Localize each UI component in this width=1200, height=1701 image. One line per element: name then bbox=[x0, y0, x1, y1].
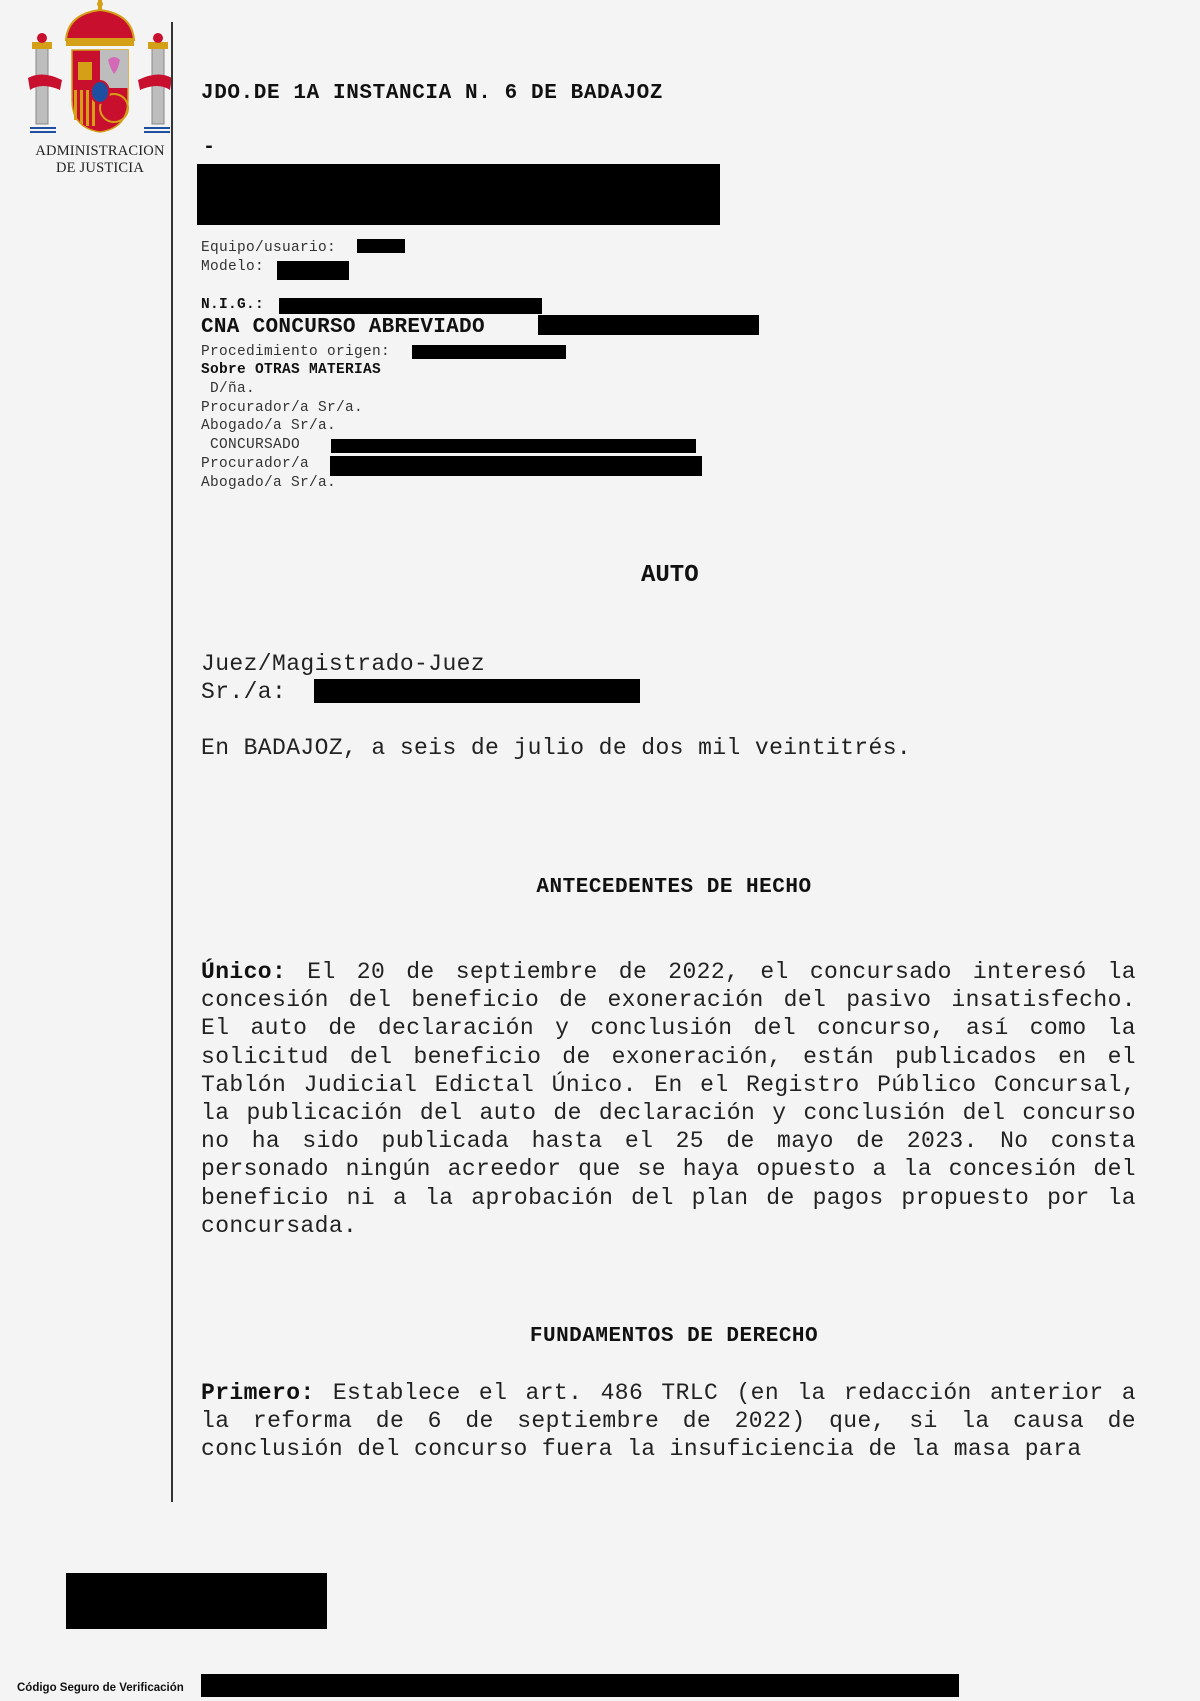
procedure-type: CNA CONCURSO ABREVIADO bbox=[201, 316, 485, 339]
paragraph-text: El 20 de septiembre de 2022, el concursado interesó la concesión del beneficio de exoneración del pasivo insatisfecho. El auto de declaración y conclusión del concurso, así como la solicitud del beneficio de exoneración, están publicados en el Tablón Judicial Edictal Único. En el Registro Público Concursal, la publicación del auto de declaración y conclusión del concurso no ha sido publicada hasta el 25 de mayo de 2023. No consta personado ningún acreedor que se haya opuesto a la concesión del beneficio ni a la aprobación del plan de pagos propuesto por la concursada. bbox=[201, 959, 1136, 1239]
redacted-modelo bbox=[277, 261, 349, 280]
margin-divider bbox=[171, 22, 173, 1502]
redacted-equipo bbox=[357, 239, 405, 253]
abogado-2-label: Abogado/a Sr/a. bbox=[201, 475, 337, 491]
fundamentos-paragraph bbox=[201, 1379, 1136, 1464]
redacted-signature-block bbox=[66, 1573, 327, 1629]
redacted-judge-name bbox=[314, 679, 640, 703]
redacted-csv-code bbox=[201, 1674, 959, 1697]
court-logo bbox=[26, 0, 174, 180]
judge-prefix: Sr./a: bbox=[201, 679, 287, 705]
procurador-1-label: Procurador/a Sr/a. bbox=[201, 400, 364, 416]
redacted-nig bbox=[279, 298, 542, 314]
sobre-label: Sobre OTRAS MATERIAS bbox=[201, 362, 382, 378]
paragraph-text: Establece el art. 486 TRLC (en la redacción anterior a la reforma de 6 de septiembre de 2022) que, si la causa de conclusión del concurso fuera la insuficiencia de la masa para bbox=[201, 1380, 1136, 1463]
redacted-concursado bbox=[331, 439, 696, 453]
redacted-procurador bbox=[330, 456, 702, 476]
place-date: En BADAJOZ, a seis de julio de dos mil veintitrés. bbox=[201, 735, 912, 761]
abogado-1-label: Abogado/a Sr/a. bbox=[201, 418, 337, 434]
csv-label: Código Seguro de Verificación bbox=[17, 1682, 184, 1694]
redacted-procedimiento-origen bbox=[412, 345, 566, 359]
court-name: JDO.DE 1A INSTANCIA N. 6 DE BADAJOZ bbox=[201, 82, 664, 105]
procurador-2-label: Procurador/a bbox=[201, 456, 310, 472]
redacted-case-number bbox=[538, 315, 759, 335]
paragraph-label: Primero: bbox=[201, 1380, 315, 1406]
logo-line-1: ADMINISTRACION bbox=[35, 143, 165, 159]
modelo-label: Modelo: bbox=[201, 259, 265, 275]
antecedentes-paragraph bbox=[201, 958, 1136, 1240]
paragraph-label: Único: bbox=[201, 959, 287, 985]
dna-label: D/ña. bbox=[201, 381, 256, 397]
redacted-address bbox=[197, 164, 720, 225]
logo-line-2: DE JUSTICIA bbox=[56, 160, 144, 176]
concursado-label: CONCURSADO bbox=[201, 437, 301, 453]
equipo-label: Equipo/usuario: bbox=[201, 240, 337, 256]
procedimiento-origen-label: Procedimiento origen: bbox=[201, 344, 391, 360]
section-heading-fundamentos: FUNDAMENTOS DE DERECHO bbox=[529, 1325, 819, 1348]
header-dash: - bbox=[203, 136, 216, 159]
judge-role: Juez/Magistrado-Juez bbox=[201, 651, 486, 677]
nig-label: N.I.G.: bbox=[201, 297, 265, 313]
section-heading-antecedentes: ANTECEDENTES DE HECHO bbox=[536, 876, 812, 899]
spain-coat-of-arms-icon bbox=[26, 0, 174, 135]
document-title: AUTO bbox=[641, 562, 699, 589]
